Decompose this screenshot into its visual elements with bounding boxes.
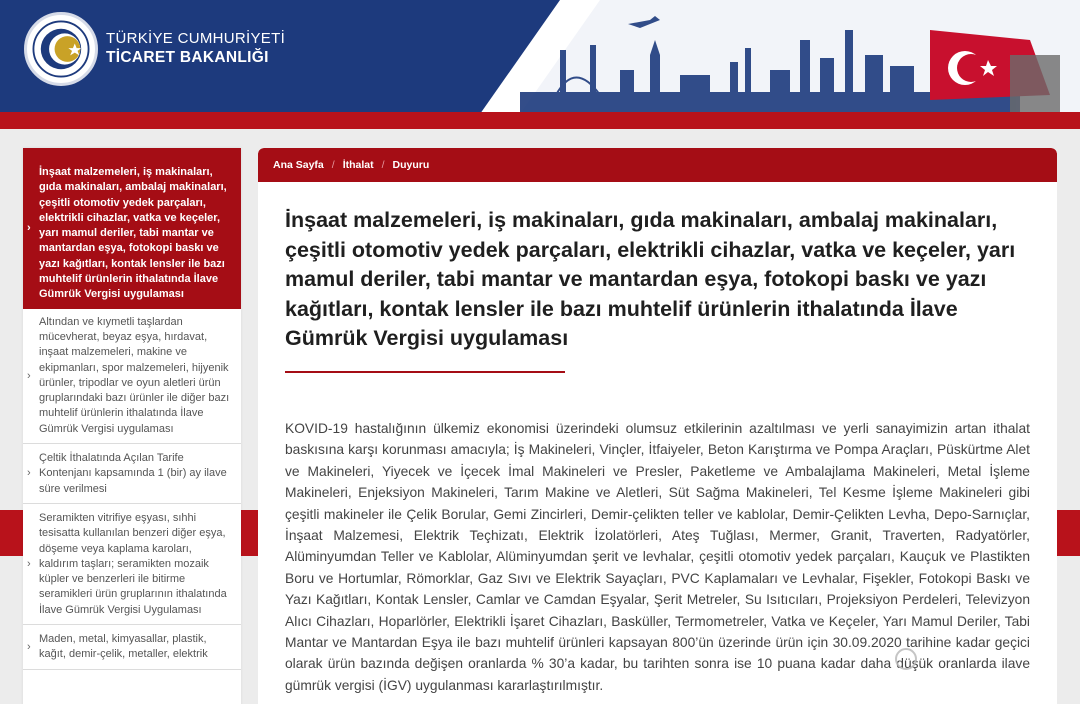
sidebar-item-label: Altından ve kıymetli taşlardan mücevherat, beyaz eşya, hırdavat, inşaat malzemeleri, makine ve ekipmanları, spor malzemeleri, hijyenik ürünler, tripodlar ve oyun aletleri ürün gruplarındaki bazı ürünler ile diğer bazı muhtelif ürünlerin ithalatında İlave Gümrük Vergisi uygulaması bbox=[39, 315, 230, 435]
chevron-right-icon: › bbox=[27, 557, 31, 570]
article-body: KOVID-19 hastalığının ülkemiz ekonomisi üzerindeki olumsuz etkilerinin azaltılması ve yerli sanayimizin artan ithalat baskısına karşı korunması amacıyla; İş Makineleri, Vinçler, İtfaiyeler, Beton Karıştırma ve Pompa Araçları, Püskürtme Alet ve Makineleri, Yiyecek ve İçecek İmal Makineleri ve Presler, Paketleme ve Ambalajlama Makineleri, Metal İşleme Makineleri, Enjeksiyon Makineleri, Tarım Makine ve Aletleri, Süt Sağma Makineleri, Tel Kesme İşleme Makineleri gibi çeşitli makineler ile Çelik Borular, Gemi Zincirleri, Demir-çelikten teller ve kablolar, Demir-Çelikten Levha, Depo-Sarnıçlar, İnşaat Malzemesi, Elektrik Teçhizatı, Elektrik İzolatörleri, Ateş Tuğlası, Mermer, Granit, Traverten, Radyatörler, Alüminyumdan Teller ve Kablolar, Alüminyumdan şerit ve levhalar, çeşitli otomotiv yedek parçaları, Kauçuk ve Plastikten Boru ve Hortumlar, Römorklar, Gaz Sıvı ve Elektrik Sayaçları, PVC Kaplamaları ve Levhalar, Fişekler, Fotokopi Baskı ve Yazı Kağıtları, Kontak Lensler, Camlar ve Camdan Eşyalar, Şerit Metreler, Su Isıtıcıları, Projeksiyon Perdeleri, Televizyon Alıcı Cihazları, Hoparlörler, Elektrikli İşaret Cihazları, Basküller, Termometreler, Vatka ve Keçeler, Yarı Mamul Deriler, Tabi Mantar ve Mantardan Eşya ile bazı muhtelif ürünleri kapsayan 800’ün üzerinde ürün için 30.09.2020 tarihine kadar geçici olarak ürün bazında değişen oranlarda % 30’a kadar, bu tarihten sonra ise 10 puana kadar daha düşük oranlarda ilave gümrük vergisi (İGV) uygulanması kararlaştırılmıştır. bbox=[285, 421, 1030, 693]
chevron-right-icon: › bbox=[27, 221, 31, 234]
title-divider bbox=[285, 371, 565, 373]
header-red-band bbox=[0, 112, 1080, 129]
breadcrumb-announcement-link[interactable]: Duyuru bbox=[392, 159, 430, 171]
sidebar-item[interactable] bbox=[23, 625, 241, 670]
breadcrumb-separator: / bbox=[381, 159, 385, 171]
related-announcements-sidebar bbox=[23, 148, 241, 704]
breadcrumb-import-link[interactable]: İthalat bbox=[342, 159, 374, 171]
site-header bbox=[0, 0, 1080, 114]
ministry-logo[interactable] bbox=[24, 12, 98, 86]
brand-line-1: TÜRKİYE CUMHURİYETİ bbox=[106, 30, 286, 47]
sidebar-item-label: Seramikten vitrifiye eşyası, sıhhi tesisatta kullanılan benzeri diğer eşya, döşeme veya kaplama karoları, kaldırım taşları; seramikten mozaik küpler ve benzerleri ile bitirme seramikleri ürün gruplarının ithalatında İlave Gümrük Vergisi Uygulaması bbox=[39, 511, 227, 616]
breadcrumb-home-link[interactable]: Ana Sayfa bbox=[273, 159, 324, 171]
chevron-right-icon: › bbox=[27, 640, 31, 653]
sidebar-item-label: Çeltik İthalatında Açılan Tarife Kontenjanı kapsamında 1 (bir) ay ilave süre verilmesi bbox=[39, 452, 227, 495]
article-panel bbox=[258, 148, 1057, 704]
breadcrumb bbox=[258, 148, 1057, 182]
watermark-icon bbox=[895, 648, 917, 670]
breadcrumb-separator: / bbox=[331, 159, 335, 171]
watermark bbox=[895, 648, 923, 670]
crescent-star-logo-icon bbox=[27, 15, 95, 83]
sidebar-item[interactable] bbox=[23, 444, 241, 504]
sidebar-item-active[interactable] bbox=[23, 148, 241, 309]
sidebar-item-label: İnşaat malzemeleri, iş makinaları, gıda makinaları, ambalaj makinaları, çeşitli otomotiv yedek parçaları, elektrikli cihazlar, vatka ve keçeler, yarı mamul deriler, tabi mantar ve mantardan eşya, fotokopi baskı ve yazı kağıtları, kontak lensler ile bazı muhtelif ürünlerin ithalatında İlave Gümrük Vergisi uygulaması bbox=[39, 166, 227, 301]
article-title: İnşaat malzemeleri, iş makinaları, gıda makinaları, ambalaj makinaları, çeşitli otomotiv yedek parçaları, elektrikli cihazlar, vatka ve keçeler, yarı mamul deriler, tabi mantar ve mantardan eşya, fotokopi baskı ve yazı kağıtları, kontak lensler ile bazı muhtelif ürünlerin ithalatında İlave Gümrük Vergisi uygulaması bbox=[285, 208, 1016, 350]
chevron-right-icon: › bbox=[27, 467, 31, 480]
ministry-name bbox=[106, 30, 285, 68]
sidebar-item[interactable] bbox=[23, 504, 241, 625]
sidebar-item[interactable] bbox=[23, 309, 241, 444]
brand-line-2: TİCARET BAKANLIĞI bbox=[106, 49, 269, 66]
chevron-right-icon: › bbox=[27, 369, 31, 382]
sidebar-item-label: Maden, metal, kimyasallar, plastik, kağıt, demir-çelik, metaller, elektrik bbox=[39, 633, 208, 661]
